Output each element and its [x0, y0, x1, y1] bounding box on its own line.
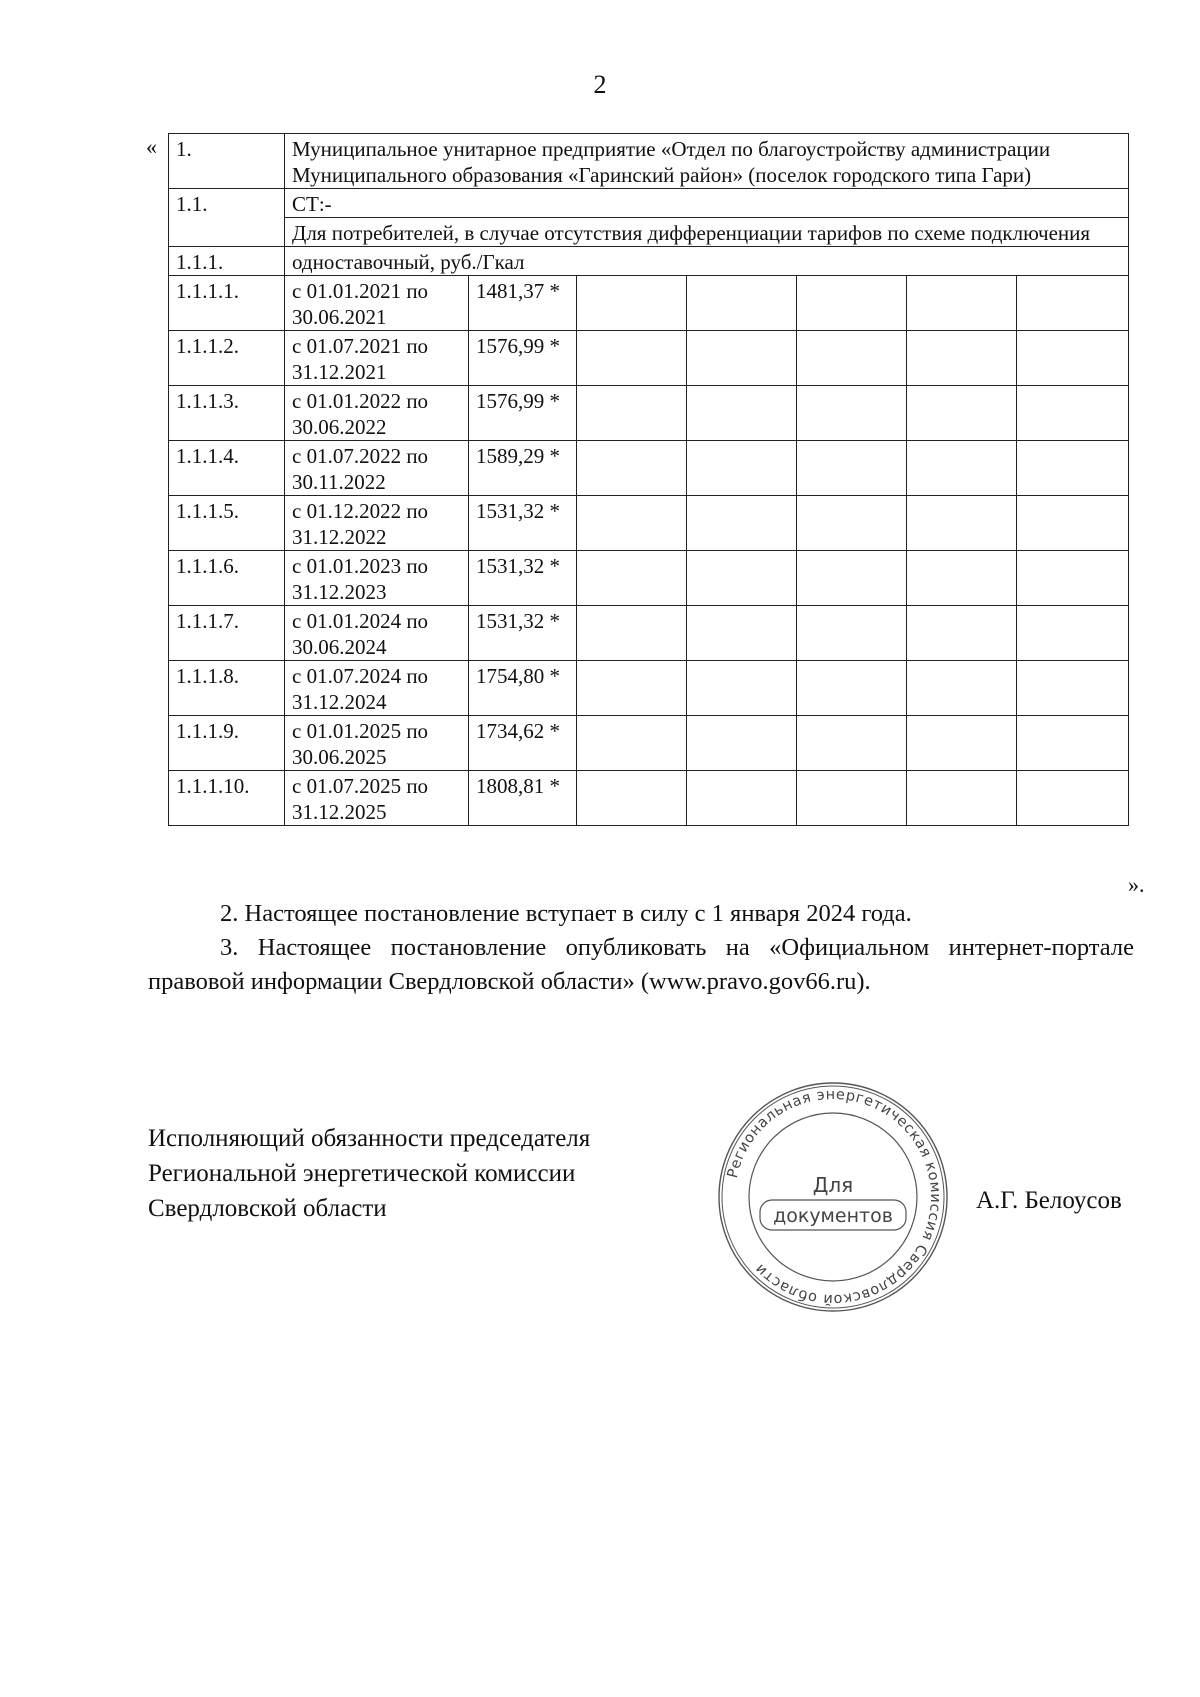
empty-cell: [577, 661, 687, 716]
empty-cell: [577, 551, 687, 606]
table-row: [169, 386, 1129, 441]
empty-cell: [907, 551, 1017, 606]
empty-cell: [1017, 331, 1129, 386]
row-num: 1.1.1.2.: [169, 331, 285, 386]
empty-cell: [797, 606, 907, 661]
empty-cell: [907, 606, 1017, 661]
row-value: 1531,32 *: [469, 496, 577, 551]
empty-cell: [797, 716, 907, 771]
empty-cell: [577, 606, 687, 661]
row-num: 1.1.1.6.: [169, 551, 285, 606]
stamp-center-line-2: документов: [773, 1205, 893, 1227]
empty-cell: [687, 551, 797, 606]
empty-cell: [797, 661, 907, 716]
svg-text:Региональная энергетическая ко: [725, 1087, 943, 1307]
org-num: 1.: [169, 134, 285, 189]
empty-cell: [687, 661, 797, 716]
empty-cell: [577, 441, 687, 496]
table-row: [169, 276, 1129, 331]
empty-cell: [797, 771, 907, 826]
table-row: [169, 771, 1129, 826]
empty-cell: [1017, 551, 1129, 606]
page-number: 2: [593, 70, 607, 99]
row-value: 1734,62 *: [469, 716, 577, 771]
signatory-line-1: Исполняющий обязанности председателя: [148, 1125, 591, 1152]
empty-cell: [907, 276, 1017, 331]
row-num: 1.1.1.4.: [169, 441, 285, 496]
rate-num: 1.1.1.: [169, 247, 285, 276]
empty-cell: [797, 276, 907, 331]
row-period: с 01.01.2023 по 31.12.2023: [285, 551, 469, 606]
empty-cell: [687, 716, 797, 771]
row-period: с 01.01.2022 по 30.06.2022: [285, 386, 469, 441]
row-value: 1531,32 *: [469, 606, 577, 661]
stamp-ring-text: Региональная энергетическая комиссия Свердловской области: [724, 1086, 944, 1308]
stamp-center-line-1: Для: [812, 1173, 854, 1197]
row-num: 1.1.1.7.: [169, 606, 285, 661]
signatory-title: [148, 1121, 590, 1226]
table-row: [169, 496, 1129, 551]
row-value: 1576,99 *: [469, 386, 577, 441]
empty-cell: [687, 331, 797, 386]
empty-cell: [1017, 276, 1129, 331]
empty-cell: [1017, 661, 1129, 716]
empty-cell: [577, 276, 687, 331]
empty-cell: [577, 716, 687, 771]
empty-cell: [907, 716, 1017, 771]
row-num: 1.1.1.10.: [169, 771, 285, 826]
empty-cell: [577, 496, 687, 551]
row-value: 1531,32 *: [469, 551, 577, 606]
row-num: 1.1.1.5.: [169, 496, 285, 551]
empty-cell: [1017, 716, 1129, 771]
paragraph-3: 3. Настоящее постановление опубликовать на «Официальном интернет-портале правовой информации Свердловской области» (www.pravo.gov66.ru).: [148, 934, 1134, 995]
empty-cell: [797, 331, 907, 386]
row-period: с 01.12.2022 по 31.12.2022: [285, 496, 469, 551]
row-period: с 01.07.2022 по 30.11.2022: [285, 441, 469, 496]
row-value: 1481,37 *: [469, 276, 577, 331]
row-period: с 01.01.2021 по 30.06.2021: [285, 276, 469, 331]
signatory-name: А.Г. Белоусов: [976, 1187, 1122, 1214]
row-period: с 01.07.2021 по 31.12.2021: [285, 331, 469, 386]
row-num: 1.1.1.9.: [169, 716, 285, 771]
row-period: с 01.07.2024 по 31.12.2024: [285, 661, 469, 716]
empty-cell: [907, 331, 1017, 386]
empty-cell: [577, 386, 687, 441]
row-value: 1589,29 *: [469, 441, 577, 496]
opening-quote: «: [146, 134, 157, 159]
empty-cell: [907, 771, 1017, 826]
org-row: [169, 134, 1129, 189]
empty-cell: [1017, 386, 1129, 441]
org-name: Муниципальное унитарное предприятие «Отдел по благоустройству администрации Муниципального образования «Гаринский район» (поселок городского типа Гари): [285, 134, 1129, 189]
consumers-row: [169, 218, 1129, 247]
empty-cell: [687, 496, 797, 551]
row-num: 1.1.1.8.: [169, 661, 285, 716]
consumers-text: Для потребителей, в случае отсутствия дифференциации тарифов по схеме подключения: [285, 218, 1129, 247]
row-value: 1808,81 *: [469, 771, 577, 826]
table-row: [169, 331, 1129, 386]
table-row: [169, 661, 1129, 716]
empty-cell: [577, 331, 687, 386]
empty-cell: [577, 771, 687, 826]
empty-cell: [687, 771, 797, 826]
empty-cell: [687, 441, 797, 496]
empty-cell: [797, 386, 907, 441]
row-period: с 01.01.2024 по 30.06.2024: [285, 606, 469, 661]
row-value: 1754,80 *: [469, 661, 577, 716]
empty-cell: [907, 661, 1017, 716]
row-period: с 01.01.2025 по 30.06.2025: [285, 716, 469, 771]
empty-cell: [1017, 441, 1129, 496]
empty-cell: [1017, 496, 1129, 551]
signatory-line-2: Региональной энергетической комиссии: [148, 1160, 576, 1187]
tariff-table: [168, 133, 1129, 826]
empty-cell: [797, 496, 907, 551]
official-stamp: [716, 1080, 950, 1314]
row-value: 1576,99 *: [469, 331, 577, 386]
empty-cell: [797, 551, 907, 606]
paragraph-2: 2. Настоящее постановление вступает в силу с 1 января 2024 года.: [220, 900, 912, 927]
rate-row: [169, 247, 1129, 276]
table-row: [169, 716, 1129, 771]
empty-cell: [687, 606, 797, 661]
row-num: 1.1.1.3.: [169, 386, 285, 441]
rate-text: одноставочный, руб./Гкал: [285, 247, 1129, 276]
row-period: с 01.07.2025 по 31.12.2025: [285, 771, 469, 826]
table-row: [169, 606, 1129, 661]
closing-quote: ».: [1128, 872, 1145, 897]
empty-cell: [907, 386, 1017, 441]
sub-num: 1.1.: [169, 189, 285, 247]
empty-cell: [687, 276, 797, 331]
empty-cell: [907, 496, 1017, 551]
row-num: 1.1.1.1.: [169, 276, 285, 331]
empty-cell: [687, 386, 797, 441]
table-row: [169, 551, 1129, 606]
empty-cell: [1017, 771, 1129, 826]
empty-cell: [797, 441, 907, 496]
signatory-line-3: Свердловской области: [148, 1195, 387, 1222]
sub-text: СТ:-: [285, 189, 1129, 218]
empty-cell: [907, 441, 1017, 496]
empty-cell: [1017, 606, 1129, 661]
table-row: [169, 441, 1129, 496]
sub-row: [169, 189, 1129, 218]
